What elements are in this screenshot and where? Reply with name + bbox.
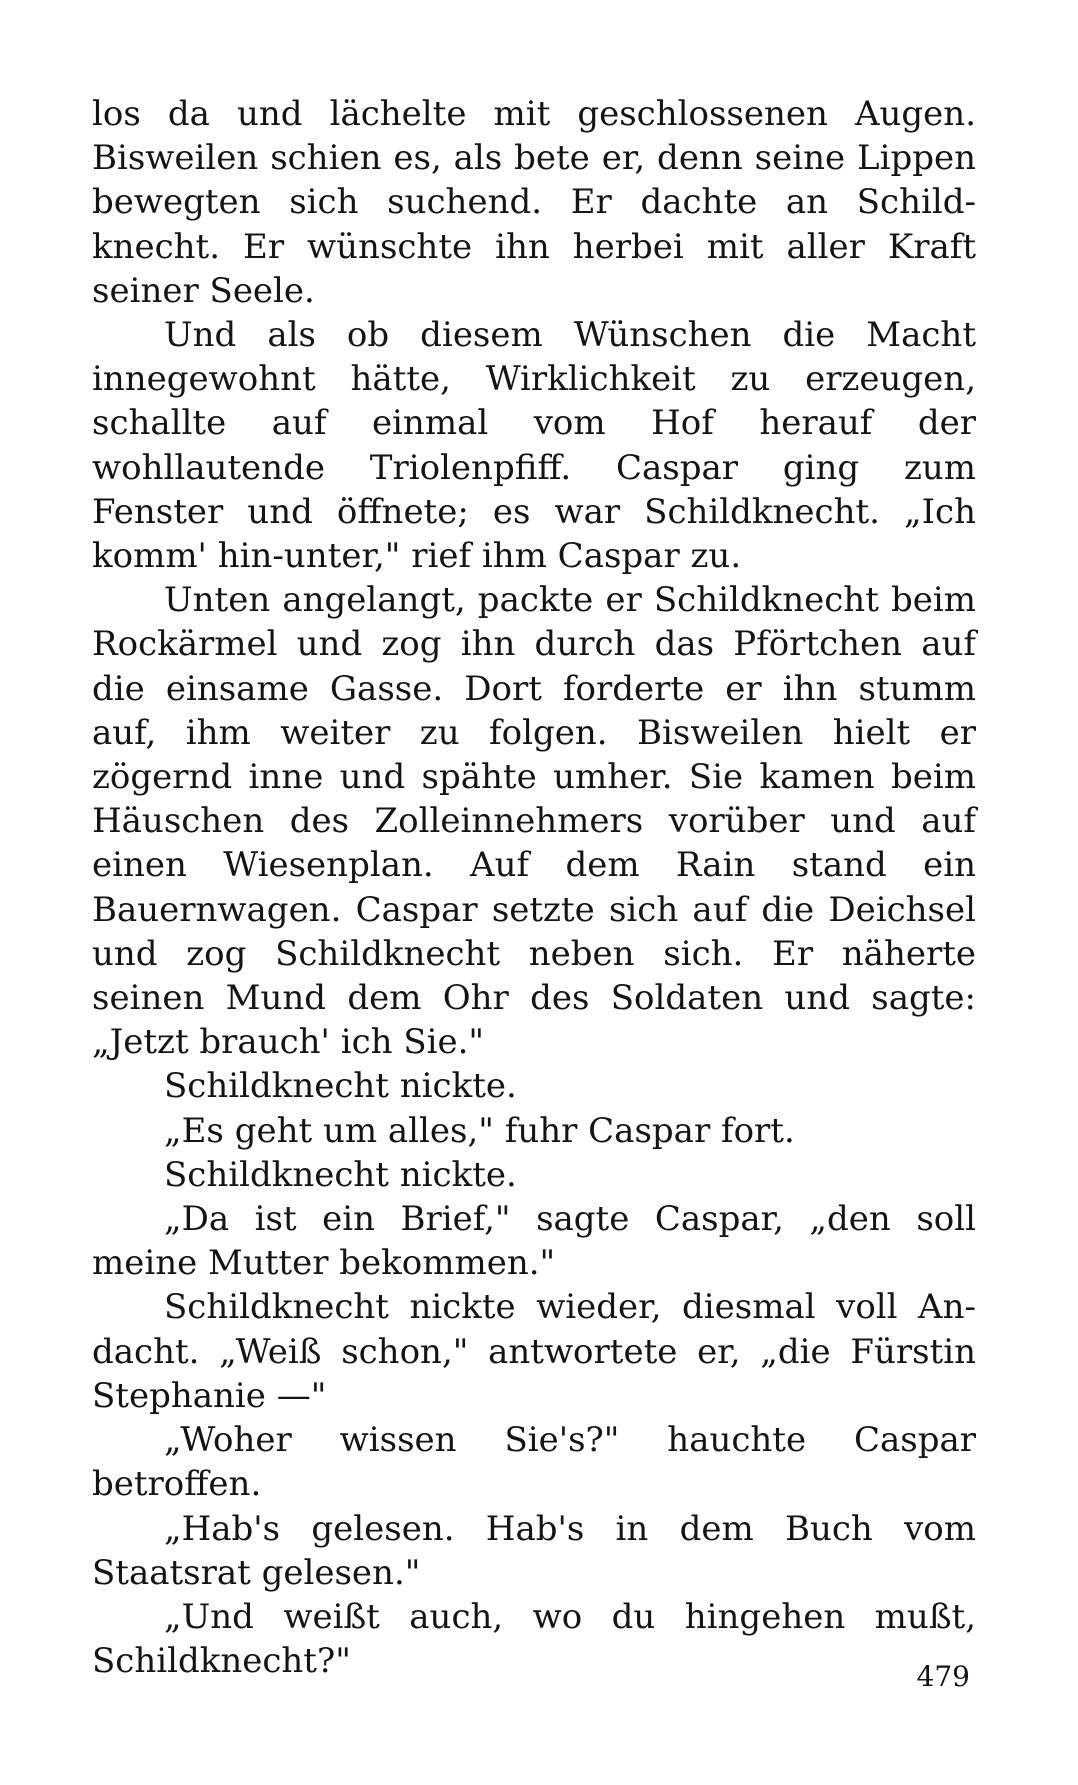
paragraph: „Da ist ein Brief," sagte Caspar, „den soll meine Mutter bekommen." <box>92 1199 976 1284</box>
paragraph: Schildknecht nickte wieder, diesmal voll An-dacht. „Weiß schon," antwortete er, „die Fürstin Stephanie —" <box>92 1287 976 1416</box>
page-number: 479 <box>916 1660 970 1693</box>
paragraph: Und als ob diesem Wünschen die Macht innegewohnt hätte, Wirklichkeit zu erzeugen, schallte auf einmal vom Hof herauf der wohllautende Triolenpfiff. Caspar ging zum Fenster und öffnete; es war Schildknecht. „Ich komm' hin-unter," rief ihm Caspar zu. <box>92 315 976 577</box>
paragraph: Schildknecht nickte. <box>164 1066 517 1107</box>
paragraph: los da und lächelte mit geschlossenen Augen. Bisweilen schien es, als bete er, denn seine Lippen bewegten sich suchend. Er dachte an Schild-knecht. Er wünschte ihn herbei mit aller Kraft seiner Seele. <box>92 94 976 311</box>
paragraph: „Woher wissen Sie's?" hauchte Caspar betroffen. <box>92 1420 976 1505</box>
paragraph: „Es geht um alles," fuhr Caspar fort. <box>164 1110 795 1151</box>
paragraph: Schildknecht nickte. <box>164 1154 517 1195</box>
paragraph: „Und weißt auch, wo du hingehen mußt, Schildknecht?" <box>92 1596 976 1682</box>
paragraph: Unten angelangt, packte er Schildknecht beim Rockärmel und zog ihn durch das Pförtchen auf die einsame Gasse. Dort forderte er ihn stumm auf, ihm weiter zu folgen. Bisweilen hielt er zögernd inne und spähte umher. Sie kamen beim Häuschen des Zolleinnehmers vorüber und auf einen Wiesenplan. Auf dem Rain stand ein Bauernwagen. Caspar setzte sich auf die Deichsel und zog Schildknecht neben sich. Er näherte seinen Mund dem Ohr des Soldaten und sagte: „Jetzt brauch' ich Sie." <box>92 580 976 1063</box>
paragraph: „Hab's gelesen. Hab's in dem Buch vom Staatsrat gelesen." <box>92 1508 976 1593</box>
body-text <box>92 92 976 1683</box>
